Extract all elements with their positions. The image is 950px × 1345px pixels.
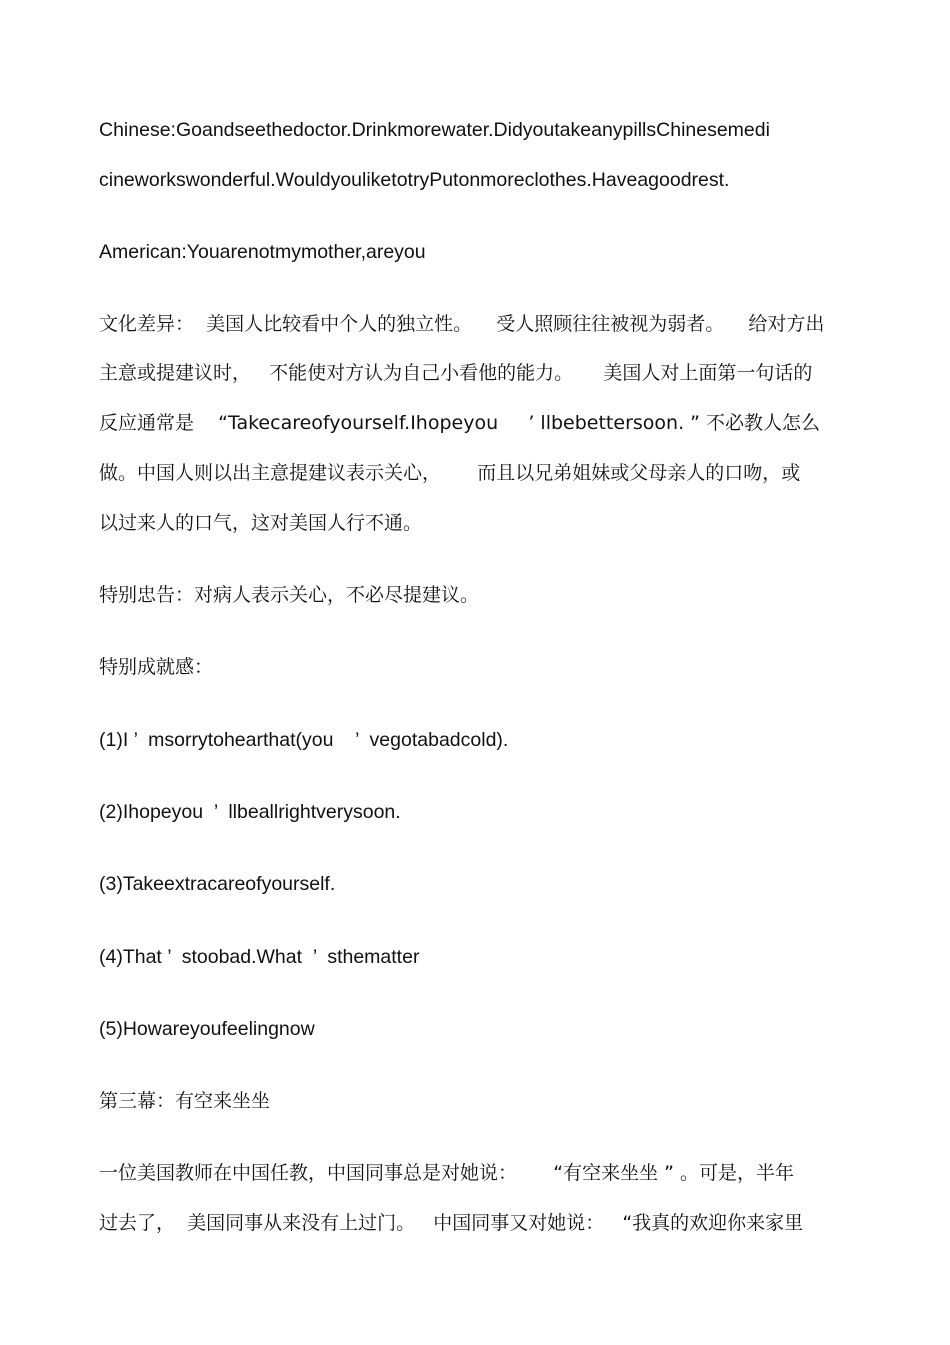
list-item: (3)Takeextracareofyourself. <box>99 873 336 895</box>
list-item: (2)Ihopeyou ’ llbeallrightverysoon. <box>99 801 401 823</box>
paragraph-line: Chinese:Goandseethedoctor.Drinkmorewater.DidyoutakeanypillsChinesemedi <box>99 119 770 141</box>
paragraph-line: American:Youarenotmymother,areyou <box>99 241 426 263</box>
list-item: (5)Howareyoufeelingnow <box>99 1018 315 1040</box>
paragraph-line: 做。中国人则以出主意提建议表示关心， 而且以兄弟姐妹或父母亲人的口吻，或 <box>99 462 801 484</box>
paragraph-line: 文化差异： 美国人比较看中个人的独立性。 受人照顾往往被视为弱者。 给对方出 <box>99 313 825 335</box>
list-item: (4)That ’ stoobad.What ’ sthematter <box>99 946 420 968</box>
section-heading: 特别成就感： <box>99 656 214 678</box>
paragraph-line: 以过来人的口气，这对美国人行不通。 <box>99 512 423 534</box>
list-item: (1)I ’ msorrytohearthat(you ’ vegotabadcold). <box>99 729 509 751</box>
paragraph-line: 特别忠告：对病人表示关心，不必尽提建议。 <box>99 584 480 606</box>
section-heading: 第三幕：有空来坐坐 <box>99 1090 271 1112</box>
paragraph-line: 一位美国教师在中国任教，中国同事总是对她说： “有空来坐坐 ” 。可是，半年 <box>99 1162 795 1184</box>
paragraph-line: 主意或提建议时， 不能使对方认为自己小看他的能力。 美国人对上面第一句话的 <box>99 362 813 384</box>
paragraph-line: cineworkswonderful.WouldyouliketotryPutonmoreclothes.Haveagoodrest. <box>99 169 730 191</box>
paragraph-line: 过去了， 美国同事从来没有上过门。 中国同事又对她说： “我真的欢迎你来家里 <box>99 1212 804 1234</box>
paragraph-line: 反应通常是 “Takecareofyourself.Ihopeyou ’ llbebettersoon. ” 不必教人怎么 <box>99 412 821 434</box>
